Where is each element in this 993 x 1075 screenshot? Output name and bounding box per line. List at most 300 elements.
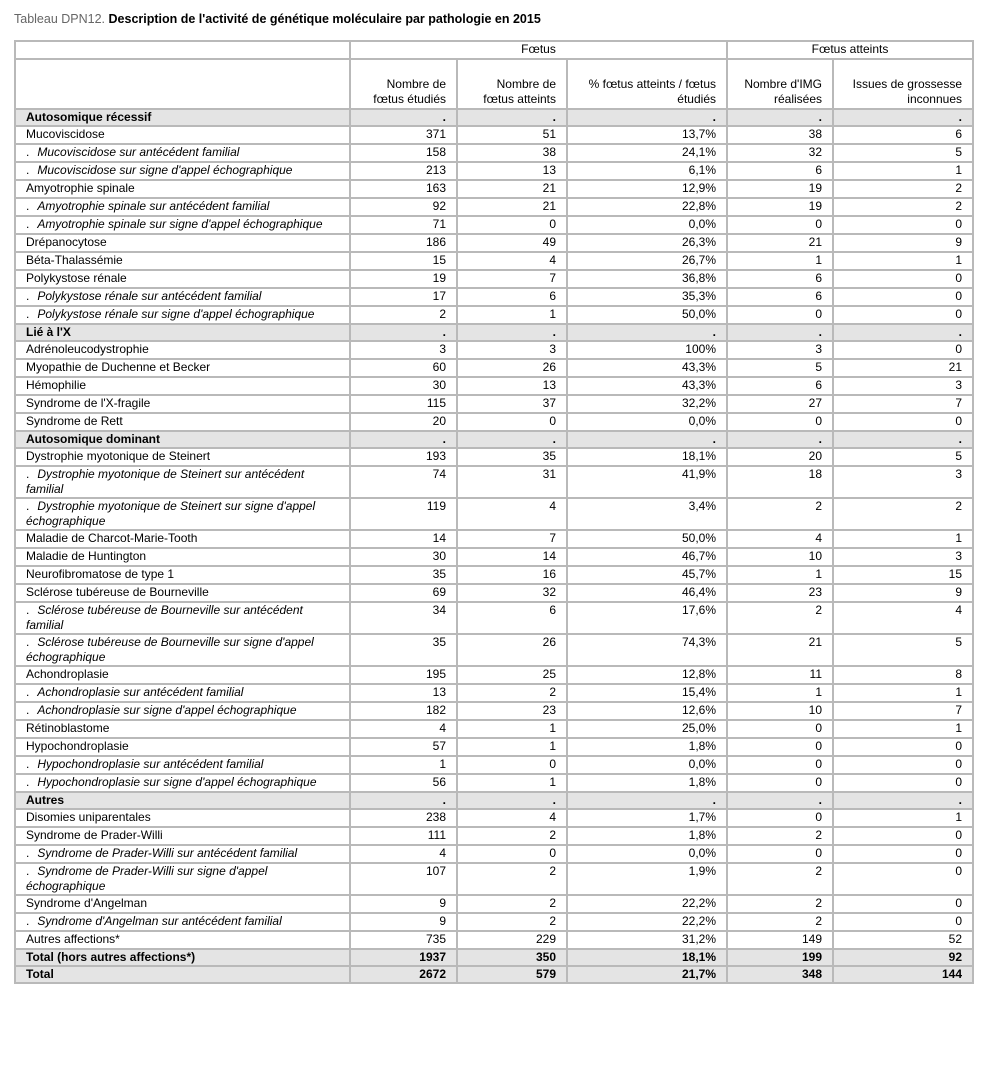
value-cell: 38 <box>457 144 567 162</box>
sub-row-marker: . <box>26 163 30 177</box>
row-label <box>15 913 350 931</box>
table-title <box>14 12 541 26</box>
value-cell: 6,1% <box>567 162 727 180</box>
row-label-text: Béta-Thalassémie <box>26 253 123 267</box>
value-cell: 12,8% <box>567 666 727 684</box>
value-cell: 1 <box>727 252 833 270</box>
value-cell: 2 <box>727 498 833 530</box>
value-cell: 119 <box>350 498 457 530</box>
value-cell: 2 <box>833 498 973 530</box>
row-label-text: Hypochondroplasie sur signe d'appel échographique <box>37 775 317 789</box>
value-cell: 2 <box>457 684 567 702</box>
header-column-row <box>15 59 973 109</box>
table-row <box>15 684 973 702</box>
value-cell: 26 <box>457 359 567 377</box>
value-cell: 43,3% <box>567 377 727 395</box>
value-cell: 31,2% <box>567 931 727 949</box>
section-dot-cell: . <box>727 324 833 341</box>
value-cell: 49 <box>457 234 567 252</box>
total-value-cell: 1937 <box>350 949 457 966</box>
row-label <box>15 234 350 252</box>
value-cell: 0 <box>727 720 833 738</box>
value-cell: 0 <box>727 756 833 774</box>
value-cell: 46,7% <box>567 548 727 566</box>
row-label <box>15 270 350 288</box>
header-group-foetus: Fœtus <box>350 41 727 59</box>
value-cell: 1,8% <box>567 774 727 792</box>
value-cell: 19 <box>727 180 833 198</box>
row-label-text: Syndrome de Prader-Willi sur antécédent familial <box>37 846 298 860</box>
value-cell: 2 <box>350 306 457 324</box>
table-row <box>15 666 973 684</box>
value-cell: 158 <box>350 144 457 162</box>
value-cell: 32 <box>457 584 567 602</box>
section-header-row <box>15 324 973 341</box>
sub-row-marker: . <box>26 307 30 321</box>
row-label-text: Maladie de Charcot-Marie-Tooth <box>26 531 198 545</box>
value-cell: 0 <box>727 738 833 756</box>
sub-row-marker: . <box>26 635 30 649</box>
table-row <box>15 180 973 198</box>
value-cell: 3 <box>350 341 457 359</box>
value-cell: 32,2% <box>567 395 727 413</box>
row-label-text: Syndrome d'Angelman <box>26 896 148 910</box>
value-cell: 0 <box>833 216 973 234</box>
table-row <box>15 756 973 774</box>
value-cell: 0 <box>833 738 973 756</box>
value-cell: 35,3% <box>567 288 727 306</box>
value-cell: 6 <box>727 288 833 306</box>
table-row <box>15 845 973 863</box>
table-row <box>15 895 973 913</box>
value-cell: 0 <box>833 413 973 431</box>
row-label <box>15 738 350 756</box>
value-cell: 38 <box>727 126 833 144</box>
value-cell: 14 <box>350 530 457 548</box>
total-value-cell: 92 <box>833 949 973 966</box>
row-label <box>15 530 350 548</box>
sub-row-marker: . <box>26 217 30 231</box>
value-cell: 10 <box>727 702 833 720</box>
value-cell: 26,3% <box>567 234 727 252</box>
header-group-foetus-atteints: Fœtus atteints <box>727 41 973 59</box>
value-cell: 15 <box>833 566 973 584</box>
value-cell: 229 <box>457 931 567 949</box>
table-row <box>15 126 973 144</box>
table-row <box>15 774 973 792</box>
value-cell: 15,4% <box>567 684 727 702</box>
value-cell: 5 <box>833 634 973 666</box>
table-row <box>15 377 973 395</box>
value-cell: 14 <box>457 548 567 566</box>
value-cell: 1 <box>833 809 973 827</box>
table-row <box>15 634 973 666</box>
value-cell: 2 <box>457 895 567 913</box>
value-cell: 0,0% <box>567 413 727 431</box>
value-cell: 36,8% <box>567 270 727 288</box>
value-cell: 2 <box>833 198 973 216</box>
table-row <box>15 359 973 377</box>
row-label-text: Polykystose rénale sur antécédent familial <box>37 289 262 303</box>
row-label <box>15 306 350 324</box>
value-cell: 12,9% <box>567 180 727 198</box>
value-cell: 34 <box>350 602 457 634</box>
row-label-text: Autres affections* <box>26 932 120 946</box>
value-cell: 32 <box>727 144 833 162</box>
row-label-text: Syndrome de l'X-fragile <box>26 396 151 410</box>
value-cell: 19 <box>727 198 833 216</box>
value-cell: 45,7% <box>567 566 727 584</box>
value-cell: 371 <box>350 126 457 144</box>
value-cell: 16 <box>457 566 567 584</box>
row-label-text: Sclérose tubéreuse de Bourneville <box>26 585 209 599</box>
value-cell: 100% <box>567 341 727 359</box>
row-label-text: Disomies uniparentales <box>26 810 151 824</box>
row-label-text: Hémophilie <box>26 378 87 392</box>
value-cell: 1 <box>727 684 833 702</box>
value-cell: 182 <box>350 702 457 720</box>
section-dot-cell: . <box>567 792 727 809</box>
row-label <box>15 466 350 498</box>
table-row <box>15 306 973 324</box>
row-label <box>15 827 350 845</box>
row-label <box>15 448 350 466</box>
data-table <box>14 40 974 984</box>
value-cell: 22,2% <box>567 895 727 913</box>
row-label-text: Sclérose tubéreuse de Bourneville sur signe d'appel échographique <box>26 635 314 664</box>
table-row <box>15 448 973 466</box>
value-cell: 10 <box>727 548 833 566</box>
value-cell: 13,7% <box>567 126 727 144</box>
value-cell: 238 <box>350 809 457 827</box>
row-label-text: Amyotrophie spinale sur signe d'appel échographique <box>37 217 323 231</box>
value-cell: 9 <box>350 895 457 913</box>
value-cell: 8 <box>833 666 973 684</box>
value-cell: 21 <box>457 180 567 198</box>
value-cell: 74,3% <box>567 634 727 666</box>
section-dot-cell: . <box>457 431 567 448</box>
value-cell: 7 <box>457 270 567 288</box>
value-cell: 107 <box>350 863 457 895</box>
section-dot-cell: . <box>457 792 567 809</box>
sub-row-marker: . <box>26 757 30 771</box>
value-cell: 23 <box>457 702 567 720</box>
row-label <box>15 288 350 306</box>
value-cell: 57 <box>350 738 457 756</box>
value-cell: 1 <box>833 162 973 180</box>
value-cell: 22,2% <box>567 913 727 931</box>
table-row <box>15 466 973 498</box>
header-group-row <box>15 41 973 59</box>
value-cell: 18,1% <box>567 448 727 466</box>
row-label-text: Polykystose rénale sur signe d'appel échographique <box>37 307 315 321</box>
value-cell: 1 <box>833 684 973 702</box>
value-cell: 74 <box>350 466 457 498</box>
value-cell: 9 <box>833 234 973 252</box>
row-label <box>15 566 350 584</box>
total-value-cell: 579 <box>457 966 567 983</box>
value-cell: 1 <box>457 720 567 738</box>
value-cell: 0 <box>833 913 973 931</box>
value-cell: 17 <box>350 288 457 306</box>
row-label <box>15 702 350 720</box>
value-cell: 17,6% <box>567 602 727 634</box>
value-cell: 2 <box>727 895 833 913</box>
row-label-text: Myopathie de Duchenne et Becker <box>26 360 211 374</box>
section-dot-cell: . <box>833 324 973 341</box>
value-cell: 115 <box>350 395 457 413</box>
value-cell: 9 <box>833 584 973 602</box>
table-row <box>15 395 973 413</box>
value-cell: 50,0% <box>567 530 727 548</box>
value-cell: 46,4% <box>567 584 727 602</box>
table-row <box>15 198 973 216</box>
total-row <box>15 949 973 966</box>
value-cell: 52 <box>833 931 973 949</box>
value-cell: 9 <box>350 913 457 931</box>
header-col-etudies: Nombre de fœtus étudiés <box>350 59 457 109</box>
value-cell: 735 <box>350 931 457 949</box>
value-cell: 50,0% <box>567 306 727 324</box>
value-cell: 25 <box>457 666 567 684</box>
value-cell: 1 <box>457 306 567 324</box>
value-cell: 1,8% <box>567 738 727 756</box>
row-label <box>15 774 350 792</box>
value-cell: 0 <box>727 845 833 863</box>
section-title: Autosomique récessif <box>15 109 350 126</box>
row-label <box>15 252 350 270</box>
value-cell: 31 <box>457 466 567 498</box>
value-cell: 60 <box>350 359 457 377</box>
value-cell: 2 <box>727 913 833 931</box>
row-label <box>15 395 350 413</box>
row-label-text: Syndrome de Prader-Willi sur signe d'appel échographique <box>26 864 268 893</box>
section-title: Lié à l'X <box>15 324 350 341</box>
value-cell: 4 <box>457 498 567 530</box>
value-cell: 0 <box>833 270 973 288</box>
sub-row-marker: . <box>26 199 30 213</box>
header-col-img: Nombre d'IMG réalisées <box>727 59 833 109</box>
value-cell: 19 <box>350 270 457 288</box>
row-label-text: Neurofibromatose de type 1 <box>26 567 175 581</box>
value-cell: 1 <box>727 566 833 584</box>
row-label <box>15 341 350 359</box>
value-cell: 0 <box>833 845 973 863</box>
value-cell: 21 <box>727 234 833 252</box>
sub-row-marker: . <box>26 864 30 878</box>
table-row <box>15 602 973 634</box>
value-cell: 11 <box>727 666 833 684</box>
section-dot-cell: . <box>727 431 833 448</box>
value-cell: 2 <box>727 827 833 845</box>
value-cell: 5 <box>727 359 833 377</box>
value-cell: 193 <box>350 448 457 466</box>
table-row <box>15 931 973 949</box>
value-cell: 35 <box>457 448 567 466</box>
row-label-text: Syndrome d'Angelman sur antécédent familial <box>37 914 282 928</box>
value-cell: 24,1% <box>567 144 727 162</box>
sub-row-marker: . <box>26 289 30 303</box>
value-cell: 4 <box>457 809 567 827</box>
section-dot-cell: . <box>833 431 973 448</box>
value-cell: 7 <box>833 395 973 413</box>
row-label <box>15 666 350 684</box>
row-label-text: Amyotrophie spinale sur antécédent familial <box>37 199 270 213</box>
value-cell: 5 <box>833 144 973 162</box>
value-cell: 3 <box>833 548 973 566</box>
row-label <box>15 359 350 377</box>
value-cell: 0 <box>833 895 973 913</box>
table-row <box>15 288 973 306</box>
value-cell: 5 <box>833 448 973 466</box>
value-cell: 30 <box>350 377 457 395</box>
row-label-text: Syndrome de Prader-Willi <box>26 828 163 842</box>
value-cell: 35 <box>350 634 457 666</box>
value-cell: 13 <box>457 377 567 395</box>
row-label <box>15 756 350 774</box>
value-cell: 13 <box>457 162 567 180</box>
value-cell: 1 <box>457 774 567 792</box>
table-row <box>15 702 973 720</box>
table-row <box>15 341 973 359</box>
value-cell: 2 <box>457 863 567 895</box>
value-cell: 6 <box>457 602 567 634</box>
row-label <box>15 863 350 895</box>
value-cell: 21 <box>457 198 567 216</box>
section-title: Autres <box>15 792 350 809</box>
row-label-text: Amyotrophie spinale <box>26 181 135 195</box>
sub-row-marker: . <box>26 467 30 481</box>
table-row <box>15 252 973 270</box>
section-dot-cell: . <box>350 109 457 126</box>
table-row <box>15 738 973 756</box>
value-cell: 25,0% <box>567 720 727 738</box>
table-row <box>15 530 973 548</box>
row-label <box>15 377 350 395</box>
total-value-cell: 199 <box>727 949 833 966</box>
value-cell: 56 <box>350 774 457 792</box>
section-dot-cell: . <box>727 792 833 809</box>
value-cell: 15 <box>350 252 457 270</box>
value-cell: 0,0% <box>567 756 727 774</box>
total-value-cell: 21,7% <box>567 966 727 983</box>
row-label-text: Syndrome de Rett <box>26 414 123 428</box>
value-cell: 0 <box>833 774 973 792</box>
section-dot-cell: . <box>350 792 457 809</box>
row-label-text: Dystrophie myotonique de Steinert sur antécédent familial <box>26 467 305 496</box>
value-cell: 3 <box>833 377 973 395</box>
total-label: Total (hors autres affections*) <box>15 949 350 966</box>
value-cell: 0 <box>727 413 833 431</box>
section-title: Autosomique dominant <box>15 431 350 448</box>
row-label-text: Mucoviscidose <box>26 127 105 141</box>
table-row <box>15 162 973 180</box>
value-cell: 0 <box>833 306 973 324</box>
value-cell: 6 <box>727 162 833 180</box>
table-row <box>15 913 973 931</box>
value-cell: 21 <box>833 359 973 377</box>
value-cell: 20 <box>727 448 833 466</box>
row-label <box>15 498 350 530</box>
value-cell: 0 <box>833 756 973 774</box>
section-dot-cell: . <box>567 431 727 448</box>
section-dot-cell: . <box>350 431 457 448</box>
value-cell: 4 <box>350 720 457 738</box>
sub-row-marker: . <box>26 499 30 513</box>
section-dot-cell: . <box>567 324 727 341</box>
row-label-text: Mucoviscidose sur antécédent familial <box>37 145 240 159</box>
value-cell: 12,6% <box>567 702 727 720</box>
value-cell: 6 <box>727 270 833 288</box>
table-row <box>15 216 973 234</box>
table-row <box>15 584 973 602</box>
total-value-cell: 350 <box>457 949 567 966</box>
value-cell: 1 <box>833 252 973 270</box>
header-col-pourcentage: % fœtus atteints / fœtus étudiés <box>567 59 727 109</box>
section-dot-cell: . <box>727 109 833 126</box>
value-cell: 27 <box>727 395 833 413</box>
row-label <box>15 602 350 634</box>
value-cell: 195 <box>350 666 457 684</box>
section-header-row <box>15 792 973 809</box>
value-cell: 6 <box>457 288 567 306</box>
row-label <box>15 845 350 863</box>
value-cell: 51 <box>457 126 567 144</box>
table-caption: Description de l'activité de génétique moléculaire par pathologie en 2015 <box>108 12 541 26</box>
value-cell: 7 <box>457 530 567 548</box>
value-cell: 3 <box>727 341 833 359</box>
value-cell: 1 <box>350 756 457 774</box>
total-value-cell: 18,1% <box>567 949 727 966</box>
value-cell: 43,3% <box>567 359 727 377</box>
value-cell: 149 <box>727 931 833 949</box>
value-cell: 0 <box>727 774 833 792</box>
header-empty <box>15 41 350 59</box>
value-cell: 3,4% <box>567 498 727 530</box>
row-label <box>15 809 350 827</box>
value-cell: 186 <box>350 234 457 252</box>
value-cell: 22,8% <box>567 198 727 216</box>
table-row <box>15 234 973 252</box>
value-cell: 0,0% <box>567 845 727 863</box>
value-cell: 0 <box>727 809 833 827</box>
header-col-issues: Issues de grossesse inconnues <box>833 59 973 109</box>
value-cell: 1 <box>457 738 567 756</box>
section-dot-cell: . <box>833 109 973 126</box>
value-cell: 0 <box>833 288 973 306</box>
row-label <box>15 684 350 702</box>
total-value-cell: 2672 <box>350 966 457 983</box>
section-dot-cell: . <box>457 109 567 126</box>
row-label-text: Achondroplasie sur signe d'appel échographique <box>37 703 297 717</box>
sub-row-marker: . <box>26 846 30 860</box>
value-cell: 7 <box>833 702 973 720</box>
value-cell: 3 <box>833 466 973 498</box>
row-label-text: Rétinoblastome <box>26 721 110 735</box>
section-dot-cell: . <box>350 324 457 341</box>
table-row <box>15 809 973 827</box>
value-cell: 30 <box>350 548 457 566</box>
value-cell: 163 <box>350 180 457 198</box>
value-cell: 71 <box>350 216 457 234</box>
value-cell: 6 <box>727 377 833 395</box>
row-label-text: Dystrophie myotonique de Steinert <box>26 449 211 463</box>
row-label <box>15 895 350 913</box>
value-cell: 13 <box>350 684 457 702</box>
value-cell: 4 <box>350 845 457 863</box>
value-cell: 69 <box>350 584 457 602</box>
row-label <box>15 216 350 234</box>
